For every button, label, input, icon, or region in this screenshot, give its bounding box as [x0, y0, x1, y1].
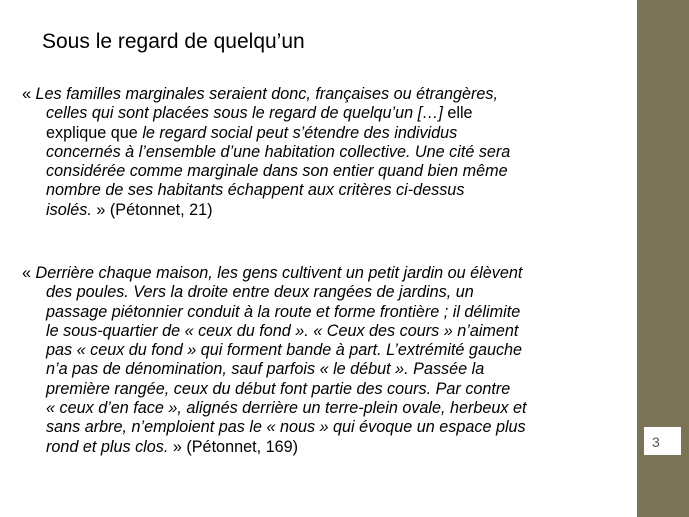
- quote-text-italic: isolés.: [46, 200, 92, 219]
- quote-text-italic: « ceux d’en face », alignés derrière un terre-plein ovale, herbeux et: [46, 399, 527, 418]
- quote-text-italic: pas « ceux du fond » qui forment bande à part. L’extrémité gauche: [46, 341, 523, 360]
- quote-text: » (Pétonnet, 169): [168, 437, 298, 456]
- quote-text-italic: Les familles marginales seraient donc, françaises ou étrangères,: [35, 85, 498, 103]
- quote-text: explique que: [46, 123, 143, 142]
- quote-line: [22, 438, 622, 457]
- quote-text-italic: n’a pas de dénomination, sauf parfois « le début ». Passée la: [46, 360, 485, 379]
- quote-text-italic: passage piétonnier conduit à la route et forme frontière ; il délimite: [46, 302, 521, 321]
- quote-petonnet-169: [22, 264, 622, 457]
- quote-line: [22, 201, 622, 220]
- quote-line: [22, 283, 622, 302]
- quote-text: elle: [442, 104, 473, 123]
- quote-line: [22, 399, 622, 418]
- quote-text: » (Pétonnet, 21): [91, 200, 213, 219]
- quote-text-italic: des poules. Vers la droite entre deux rangées de jardins, un: [46, 283, 474, 302]
- quote-petonnet-21: [22, 85, 622, 220]
- quote-text: «: [22, 85, 36, 103]
- quote-text-italic: Derrière chaque maison, les gens cultivent un petit jardin ou élèvent: [35, 264, 523, 282]
- quote-line: [22, 143, 622, 162]
- quote-line: [22, 418, 622, 437]
- quote-text-italic: sans arbre, n’emploient pas le « nous » qui évoque un espace plus: [46, 418, 526, 437]
- quote-line: [22, 322, 622, 341]
- quote-text-italic: première rangée, ceux du début font partie des cours. Par contre: [46, 379, 511, 398]
- quote-line: [22, 380, 622, 399]
- quote-text-italic: rond et plus clos.: [46, 437, 169, 456]
- quote-text-italic: considérée comme marginale dans son entier quand bien même: [46, 162, 508, 181]
- quote-line: [22, 264, 622, 283]
- quote-line: [22, 104, 622, 123]
- slide-title: Sous le regard de quelqu’un: [42, 30, 305, 53]
- quote-line: [22, 341, 622, 360]
- page-number: 3: [652, 434, 660, 450]
- quote-line: [22, 85, 622, 104]
- quote-line: [22, 124, 622, 143]
- quote-line: [22, 181, 622, 200]
- quote-text-italic: concernés à l’ensemble d’une habitation collective. Une cité sera: [46, 142, 511, 161]
- quote-text: «: [22, 264, 36, 282]
- quote-line: [22, 162, 622, 181]
- quote-text-italic: nombre de ses habitants échappent aux critères ci-dessus: [46, 181, 465, 200]
- quote-text-italic: celles qui sont placées sous le regard de quelqu’un […]: [46, 104, 443, 123]
- quote-line: [22, 360, 622, 379]
- quote-text-italic: le regard social peut s’étendre des individus: [142, 123, 458, 142]
- quote-line: [22, 303, 622, 322]
- quote-text-italic: le sous-quartier de « ceux du fond ». « Ceux des cours » n’aiment: [46, 321, 519, 340]
- page-number-box: [643, 426, 682, 456]
